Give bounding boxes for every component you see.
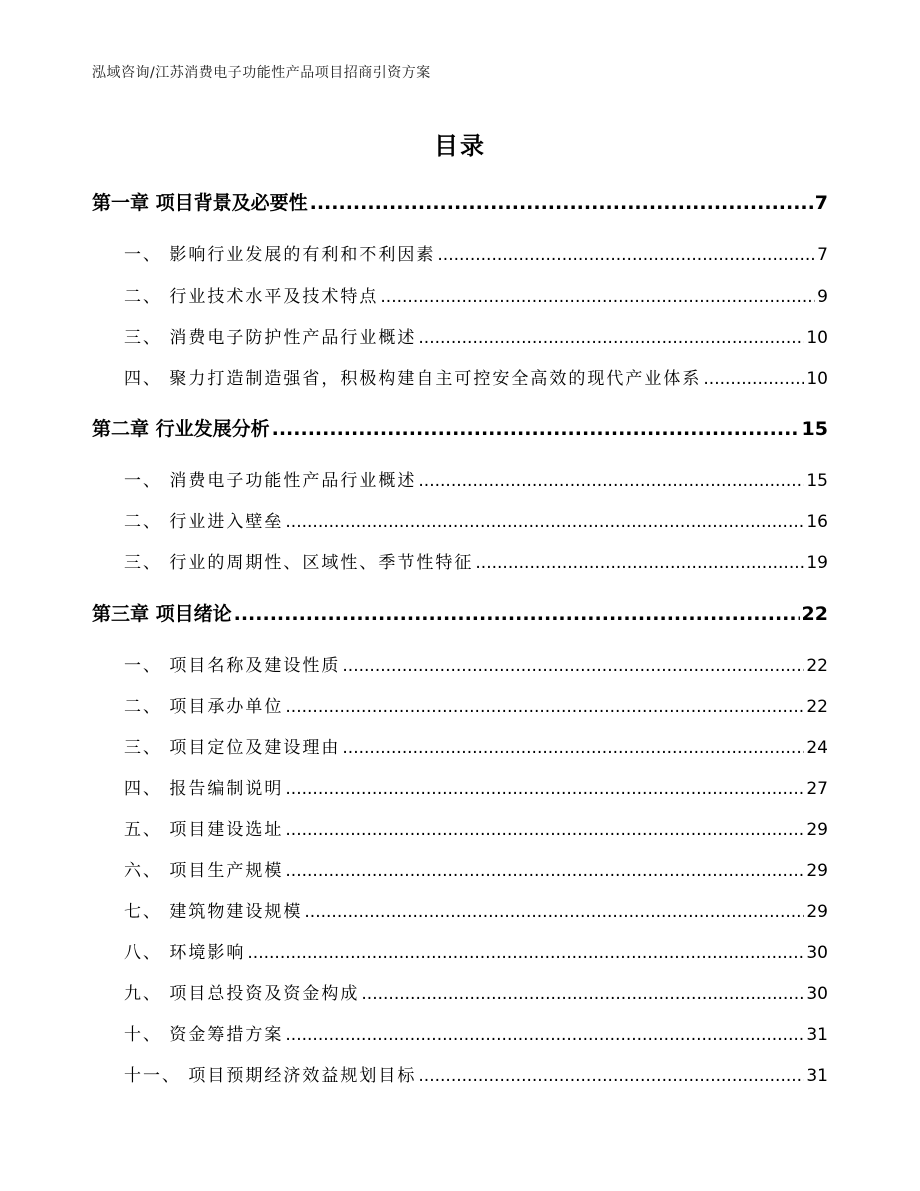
toc-page-number: 15 <box>801 418 828 440</box>
toc-chapter-3[interactable] <box>92 599 828 626</box>
toc-page-number: 30 <box>806 984 828 1004</box>
toc-leader-dots <box>304 902 804 922</box>
toc-section-3-4[interactable] <box>92 774 828 799</box>
toc-section-1-3[interactable] <box>92 323 828 348</box>
toc-entry-label: 四、 报告编制说明 <box>124 779 284 799</box>
toc-section-3-8[interactable] <box>92 938 828 963</box>
toc-leader-dots <box>285 861 804 881</box>
toc-leader-dots <box>247 943 804 963</box>
toc-entry-label: 十一、 项目预期经济效益规划目标 <box>124 1066 417 1086</box>
toc-page-number: 31 <box>806 1025 828 1045</box>
toc-page-number: 15 <box>806 471 828 491</box>
toc-leader-dots <box>272 418 800 440</box>
toc-section-1-4[interactable] <box>92 364 828 389</box>
toc-section-3-3[interactable] <box>92 733 828 758</box>
toc-entry-label: 一、 影响行业发展的有利和不利因素 <box>124 245 436 265</box>
toc-section-3-10[interactable] <box>92 1020 828 1045</box>
toc-page-number: 29 <box>806 861 828 881</box>
toc-leader-dots <box>418 1066 804 1086</box>
toc-page-number: 27 <box>806 779 828 799</box>
toc-section-2-1[interactable] <box>92 466 828 491</box>
toc-page-number: 31 <box>806 1066 828 1086</box>
toc-page-number: 19 <box>806 553 828 573</box>
toc-page-number: 22 <box>801 603 828 625</box>
toc-entry-label: 三、 行业的周期性、区域性、季节性特征 <box>124 553 474 573</box>
toc-page-number: 16 <box>806 512 828 532</box>
toc-section-2-3[interactable] <box>92 548 828 573</box>
toc-entry-label: 十、 资金筹措方案 <box>124 1025 284 1045</box>
toc-entry-label: 二、 行业进入壁垒 <box>124 512 284 532</box>
toc-entry-label: 二、 行业技术水平及技术特点 <box>124 287 379 307</box>
toc-section-1-2[interactable] <box>92 282 828 307</box>
toc-section-3-11[interactable] <box>92 1061 828 1086</box>
toc-leader-dots <box>285 820 804 840</box>
toc-page-number: 30 <box>806 943 828 963</box>
toc-page-number: 29 <box>806 902 828 922</box>
toc-page-number: 29 <box>806 820 828 840</box>
toc-page-number: 22 <box>806 697 828 717</box>
toc-leader-dots <box>285 1025 804 1045</box>
toc-page-number: 24 <box>806 738 828 758</box>
toc-entry-label: 九、 项目总投资及资金构成 <box>124 984 360 1004</box>
toc-leader-dots <box>418 471 804 491</box>
toc-entry-label: 五、 项目建设选址 <box>124 820 284 840</box>
toc-chapter-2[interactable] <box>92 414 828 441</box>
toc-leader-dots <box>380 287 815 307</box>
toc-entry-label: 第三章 项目绪论 <box>92 603 232 625</box>
toc-entry-label: 第二章 行业发展分析 <box>92 418 270 440</box>
toc-section-3-5[interactable] <box>92 815 828 840</box>
toc-leader-dots <box>285 779 804 799</box>
toc-entry-label: 三、 项目定位及建设理由 <box>124 738 341 758</box>
toc-leader-dots <box>475 553 804 573</box>
toc-leader-dots <box>361 984 804 1004</box>
toc-leader-dots <box>285 512 804 532</box>
toc-entry-label: 三、 消费电子防护性产品行业概述 <box>124 328 417 348</box>
page-header: 泓域咨询/江苏消费电子功能性产品项目招商引资方案 <box>92 65 431 81</box>
toc-leader-dots <box>418 328 804 348</box>
toc-leader-dots <box>310 192 813 214</box>
toc-leader-dots <box>342 738 804 758</box>
toc-section-3-1[interactable] <box>92 651 828 676</box>
toc-entry-label: 一、 项目名称及建设性质 <box>124 656 341 676</box>
toc-section-3-7[interactable] <box>92 897 828 922</box>
toc-section-2-2[interactable] <box>92 507 828 532</box>
toc-entry-label: 八、 环境影响 <box>124 943 246 963</box>
toc-section-3-9[interactable] <box>92 979 828 1004</box>
toc-leader-dots <box>437 245 815 265</box>
toc-entry-label: 第一章 项目背景及必要性 <box>92 192 308 214</box>
toc-entry-label: 一、 消费电子功能性产品行业概述 <box>124 471 417 491</box>
toc-page-number: 7 <box>814 192 828 214</box>
toc-chapter-1[interactable] <box>92 188 828 215</box>
toc-leader-dots <box>285 697 804 717</box>
toc-section-1-1[interactable] <box>92 240 828 265</box>
toc-entry-label: 二、 项目承办单位 <box>124 697 284 717</box>
toc-entry-label: 七、 建筑物建设规模 <box>124 902 303 922</box>
toc-leader-dots <box>342 656 804 676</box>
toc-page-number: 9 <box>817 287 828 307</box>
toc-leader-dots <box>234 603 800 625</box>
toc-page-number: 10 <box>806 369 828 389</box>
toc-leader-dots <box>703 369 804 389</box>
toc-page-number: 10 <box>806 328 828 348</box>
toc-section-3-2[interactable] <box>92 692 828 717</box>
toc-entry-label: 四、 聚力打造制造强省，积极构建自主可控安全高效的现代产业体系 <box>124 369 702 389</box>
toc-page-number: 22 <box>806 656 828 676</box>
page-title: 目录 <box>434 132 486 160</box>
toc-entry-label: 六、 项目生产规模 <box>124 861 284 881</box>
toc-section-3-6[interactable] <box>92 856 828 881</box>
toc-page-number: 7 <box>817 245 828 265</box>
